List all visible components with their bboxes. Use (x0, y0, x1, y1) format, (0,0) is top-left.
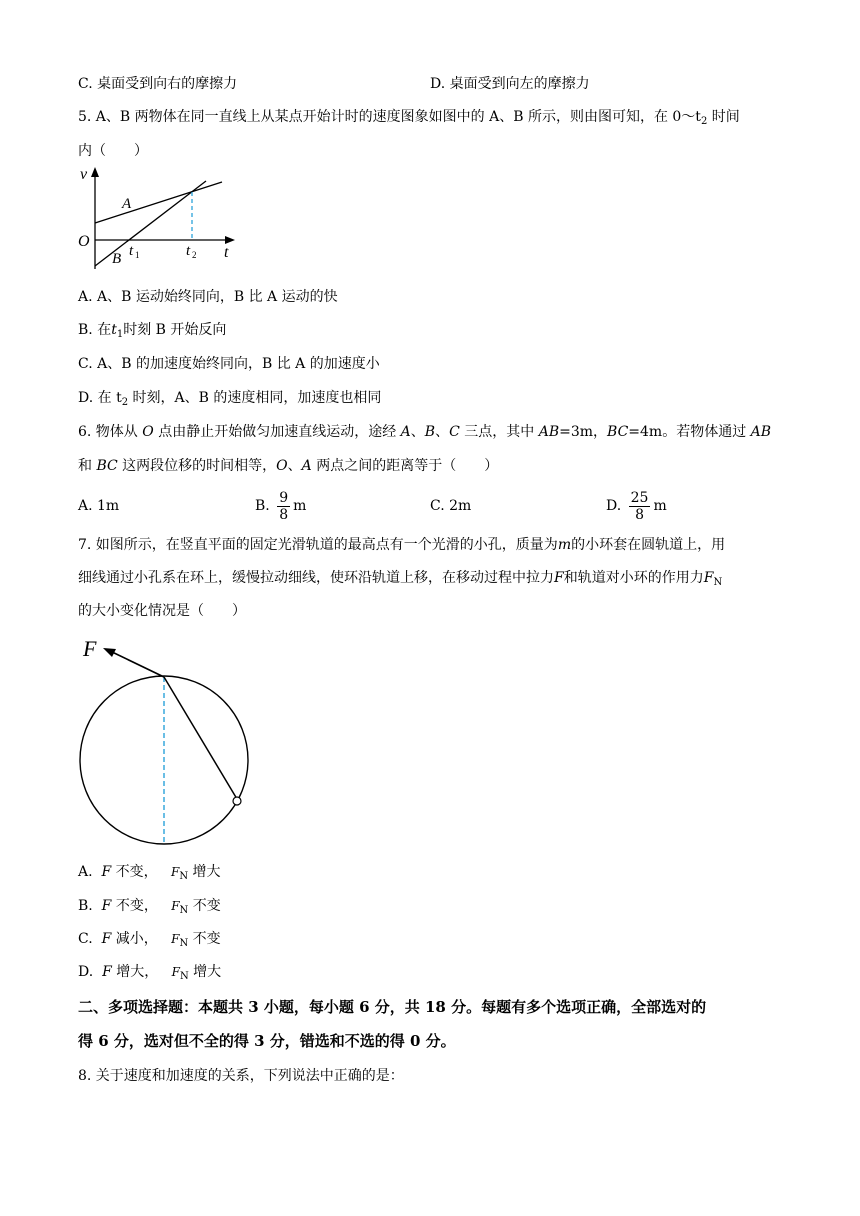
q5-optb-sub: 1 (116, 329, 124, 340)
force-f-arrowhead (103, 648, 116, 657)
option-label: B. (78, 898, 93, 914)
q4-option-c: C. 桌面受到向右的摩擦力 (78, 76, 238, 92)
option-f: F (101, 931, 112, 947)
q7-option-b (78, 896, 221, 921)
b-label: B (112, 251, 122, 267)
t2-label: t (186, 243, 191, 259)
fraction-numerator: 9 (279, 489, 289, 506)
option-fn: F (171, 865, 180, 879)
option-text2: 增大 (192, 864, 221, 880)
q7-text: 和轨道对小环的作用力 (563, 570, 704, 586)
q6-text: =4m。若物体通过 (628, 424, 751, 440)
q7-text: 细线通过小孔系在环上，缓慢拉动细线，使环沿轨道上移，在移动过程中拉力 (78, 570, 554, 586)
q6-text: 点由静止开始做匀加速直线运动，途经 (153, 424, 401, 440)
force-f-line (110, 651, 164, 677)
q6-text: 两点之间的距离等于（ ） (311, 458, 499, 474)
q6-bc: BC (96, 458, 118, 474)
q6-option-c: C. 2m (430, 498, 472, 514)
q6-optd-fraction (629, 490, 651, 523)
t2-sub: 2 (192, 250, 197, 260)
q5-velocity-graph (74, 163, 244, 273)
q5-optd-text2: 时刻，A、B 的速度相同，加速度也相同 (128, 390, 382, 406)
option-label: A. (78, 864, 93, 880)
q5-stem-text2: 时间 (707, 109, 740, 125)
q7-stem-line3: 的大小变化情况是（ ） (78, 603, 246, 619)
string-line (164, 677, 237, 799)
q4-option-d: D. 桌面受到向左的摩擦力 (430, 76, 590, 92)
option-fn: F (171, 965, 180, 979)
v-axis-arrow (91, 167, 99, 177)
v-label: v (80, 166, 88, 183)
q6-o: O (276, 458, 288, 474)
option-f: F (101, 864, 112, 880)
q6-text: 这两段位移的时间相等， (117, 458, 277, 474)
option-fn-sub: N (179, 971, 189, 982)
t1-label: t (129, 243, 134, 259)
q6-optd-label: D. (606, 498, 622, 514)
q7-text: 的小环套在圆轨道上，用 (571, 537, 726, 553)
q5-optd-text: D. 在 t (78, 390, 122, 406)
q5-option-b (78, 320, 226, 345)
option-fn-sub: N (179, 871, 189, 882)
fraction-denominator: 8 (635, 506, 645, 523)
option-fn-sub: N (179, 905, 189, 916)
q6-text: 、 (435, 424, 450, 440)
option-fn-sub: N (179, 938, 189, 949)
q6-text: 三点，其中 (459, 424, 539, 440)
q5-option-d (78, 388, 381, 413)
q6-ab: AB (750, 424, 772, 440)
q7-stem-line2 (78, 568, 722, 593)
q5-stem-text: 5. A、B 两物体在同一直线上从某点开始计时的速度图象如图中的 A、B 所示，则由图可知，在 0～t (78, 109, 701, 125)
q6-option-d (606, 487, 667, 525)
option-text: 不变， (115, 864, 158, 880)
q6-stem-line2 (78, 456, 498, 476)
q7-text: 7. 如图所示，在竖直平面的固定光滑轨道的最高点有一个光滑的小孔，质量为 (78, 537, 558, 553)
option-text: 减小， (115, 931, 158, 947)
q6-b: B (424, 424, 436, 440)
q5-optb-text: B. 在 (78, 322, 112, 338)
f-label: F (83, 636, 97, 661)
q5-option-c: C. A、B 的加速度始终同向，B 比 A 的加速度小 (78, 356, 380, 372)
q6-optb-fraction (277, 490, 290, 523)
q7-f: F (554, 570, 564, 586)
option-f: F (102, 964, 112, 980)
q6-text: 、 (410, 424, 425, 440)
a-label: A (122, 196, 132, 212)
origin-label: O (78, 233, 90, 250)
q6-c: C (449, 424, 460, 440)
option-text: 增大， (116, 964, 159, 980)
section2-heading-line1: 二、多项选择题：本题共 3 小题，每小题 6 分，共 18 分。每题有多个选项正确，全部选对的 (78, 998, 707, 1016)
q6-text: =3m， (559, 424, 608, 440)
q6-option-a: A. 1m (78, 498, 120, 514)
q5-optb-t: t (111, 322, 117, 338)
q6-optb-label: B. (255, 498, 270, 514)
q8-stem: 8. 关于速度和加速度的关系，下列说法中正确的是： (78, 1068, 404, 1084)
q5-optd-sub: 2 (121, 397, 129, 408)
q7-ring-diagram (74, 634, 254, 848)
fraction-denominator: 8 (279, 506, 289, 523)
q7-option-a (78, 862, 221, 887)
q6-a: A (301, 458, 312, 474)
q6-bc: BC (607, 424, 629, 440)
q7-m: m (557, 537, 572, 553)
q6-optd-unit: m (653, 498, 667, 514)
q5-optb-text2: 时刻 B 开始反向 (123, 322, 227, 338)
option-text: 不变， (115, 898, 158, 914)
q7-stem-line1 (78, 535, 725, 555)
t-axis-arrow (225, 236, 235, 244)
q6-text: 、 (287, 458, 302, 474)
q6-ab: AB (538, 424, 560, 440)
q7-fn: F (703, 570, 714, 586)
option-f: F (101, 898, 112, 914)
q6-text: 6. 物体从 (78, 424, 143, 440)
t-label: t (224, 244, 229, 261)
q7-fn-sub: N (713, 577, 723, 588)
q5-stem-line2: 内（ ） (78, 143, 148, 159)
q6-optb-unit: m (293, 498, 307, 514)
fraction-numerator: 25 (630, 489, 649, 506)
q6-o: O (142, 424, 154, 440)
q7-option-d (78, 962, 221, 987)
q5-stem-sub: 2 (700, 116, 708, 127)
q5-stem-line1 (78, 107, 740, 132)
q6-option-b (255, 487, 306, 525)
section2-heading-line2: 得 6 分，选对但不全的得 3 分，错选和不选的得 0 分。 (78, 1032, 456, 1050)
q5-option-a: A. A、B 运动始终同向，B 比 A 运动的快 (78, 289, 338, 305)
option-label: D. (78, 964, 94, 980)
q7-option-c (78, 929, 221, 954)
option-text2: 不变 (192, 898, 221, 914)
option-fn: F (171, 899, 180, 913)
option-text2: 增大 (193, 964, 222, 980)
t1-sub: 1 (135, 250, 140, 260)
option-label: C. (78, 931, 93, 947)
q6-a: A (400, 424, 411, 440)
q6-text: 和 (78, 458, 97, 474)
option-text2: 不变 (192, 931, 221, 947)
small-ring (233, 797, 241, 805)
option-fn: F (171, 932, 180, 946)
q6-stem-line1 (78, 422, 771, 442)
